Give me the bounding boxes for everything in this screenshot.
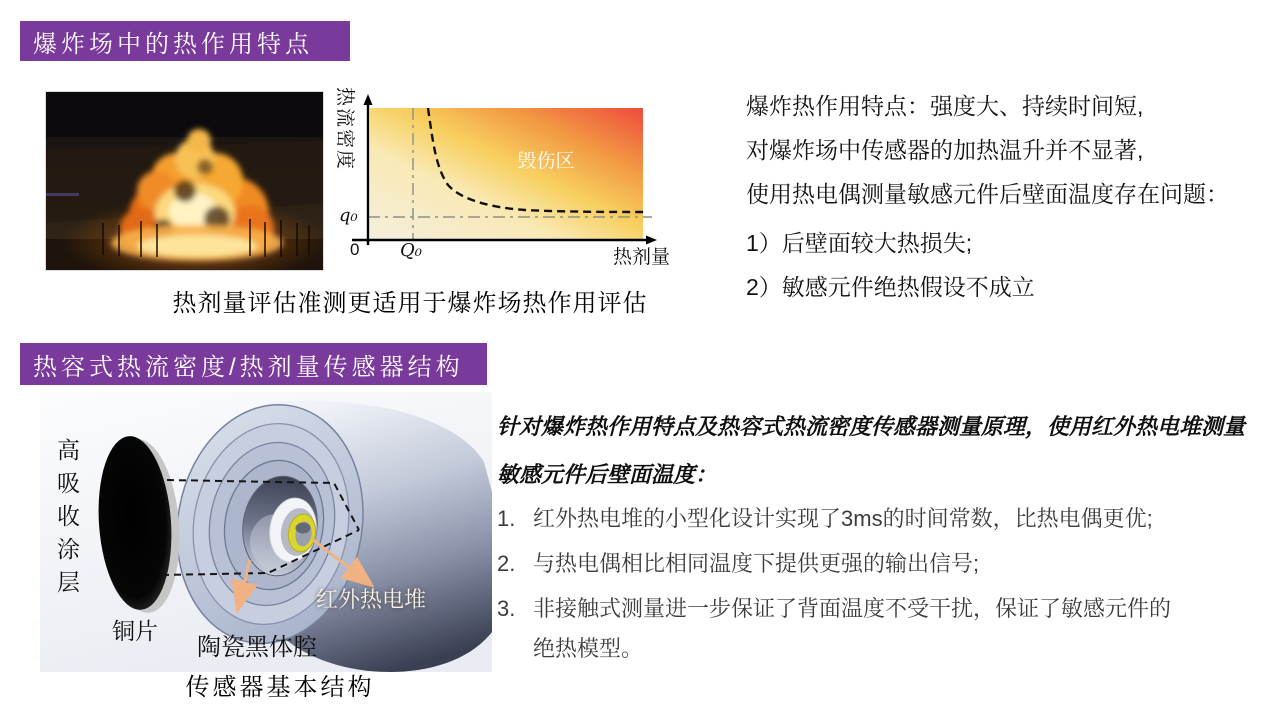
problem-item-2: 2）敏感元件绝热假设不成立 (746, 274, 1035, 300)
list-item (497, 544, 1267, 584)
list-item-text: 非接触式测量进一步保证了背面温度不受干扰，保证了敏感元件的绝热模型。 (533, 596, 1172, 661)
label-ir-thermopile: 红外热电堆 (316, 587, 427, 612)
chart-origin: 0 (350, 240, 360, 259)
section2-title: 热容式热流密度/热剂量传感器结构 (33, 353, 464, 381)
section2-intro-text: 针对爆炸热作用特点及热容式热流密度传感器测量原理，使用红外热电堆测量敏感元件后壁面温度： (497, 414, 1246, 488)
list-item-number: 2. (497, 551, 516, 576)
list-item-text: 与热电偶相比相同温度下提供更强的输出信号; (533, 551, 980, 576)
treeline (45, 91, 324, 137)
section1-right-text (746, 84, 1276, 309)
lens-streak (45, 193, 79, 196)
list-item (497, 499, 1267, 539)
section1-title: 爆炸场中的热作用特点 (33, 30, 313, 58)
section2-title-banner (20, 343, 487, 385)
chart-ytick-q0: q₀ (339, 205, 358, 226)
chart-ylabel: 热流密度 (334, 87, 355, 172)
list-item (497, 589, 1267, 669)
chart-xlabel: 热剂量 (613, 247, 671, 268)
chart-gradient-area (370, 108, 643, 240)
list-item-number: 1. (497, 506, 516, 531)
text-line: 爆炸热作用特点：强度大、持续时间短, (746, 93, 1144, 119)
label-ceramic-cavity: 陶瓷黑体腔 (197, 635, 317, 661)
text-line: 对爆炸场中传感器的加热温升并不显著, (746, 137, 1144, 163)
label-absorption-coating: 高吸收涂层 (54, 438, 79, 603)
chart-xtick-Q0: Q₀ (400, 240, 422, 261)
list-item-text: 红外热电堆的小型化设计实现了3ms的时间常数，比热电偶更优; (533, 506, 1153, 531)
explosion-photo (45, 91, 324, 271)
list-item-number: 3. (497, 596, 516, 621)
label-copper-sheet: 铜片 (112, 619, 158, 644)
problem-item-1: 1）后壁面较大热损失; (746, 230, 973, 256)
damage-zone-label: 毁伤区 (517, 151, 575, 172)
section2-caption: 传感器基本结构 (185, 675, 375, 701)
y-axis-arrow (364, 94, 373, 105)
section2-benefit-list (497, 499, 1267, 674)
text-line: 使用热电偶测量敏感元件后壁面温度存在问题： (746, 181, 1229, 207)
section1-caption: 热剂量评估准测更适用于爆炸场热作用评估 (172, 291, 648, 317)
section1-title-banner (20, 21, 350, 61)
